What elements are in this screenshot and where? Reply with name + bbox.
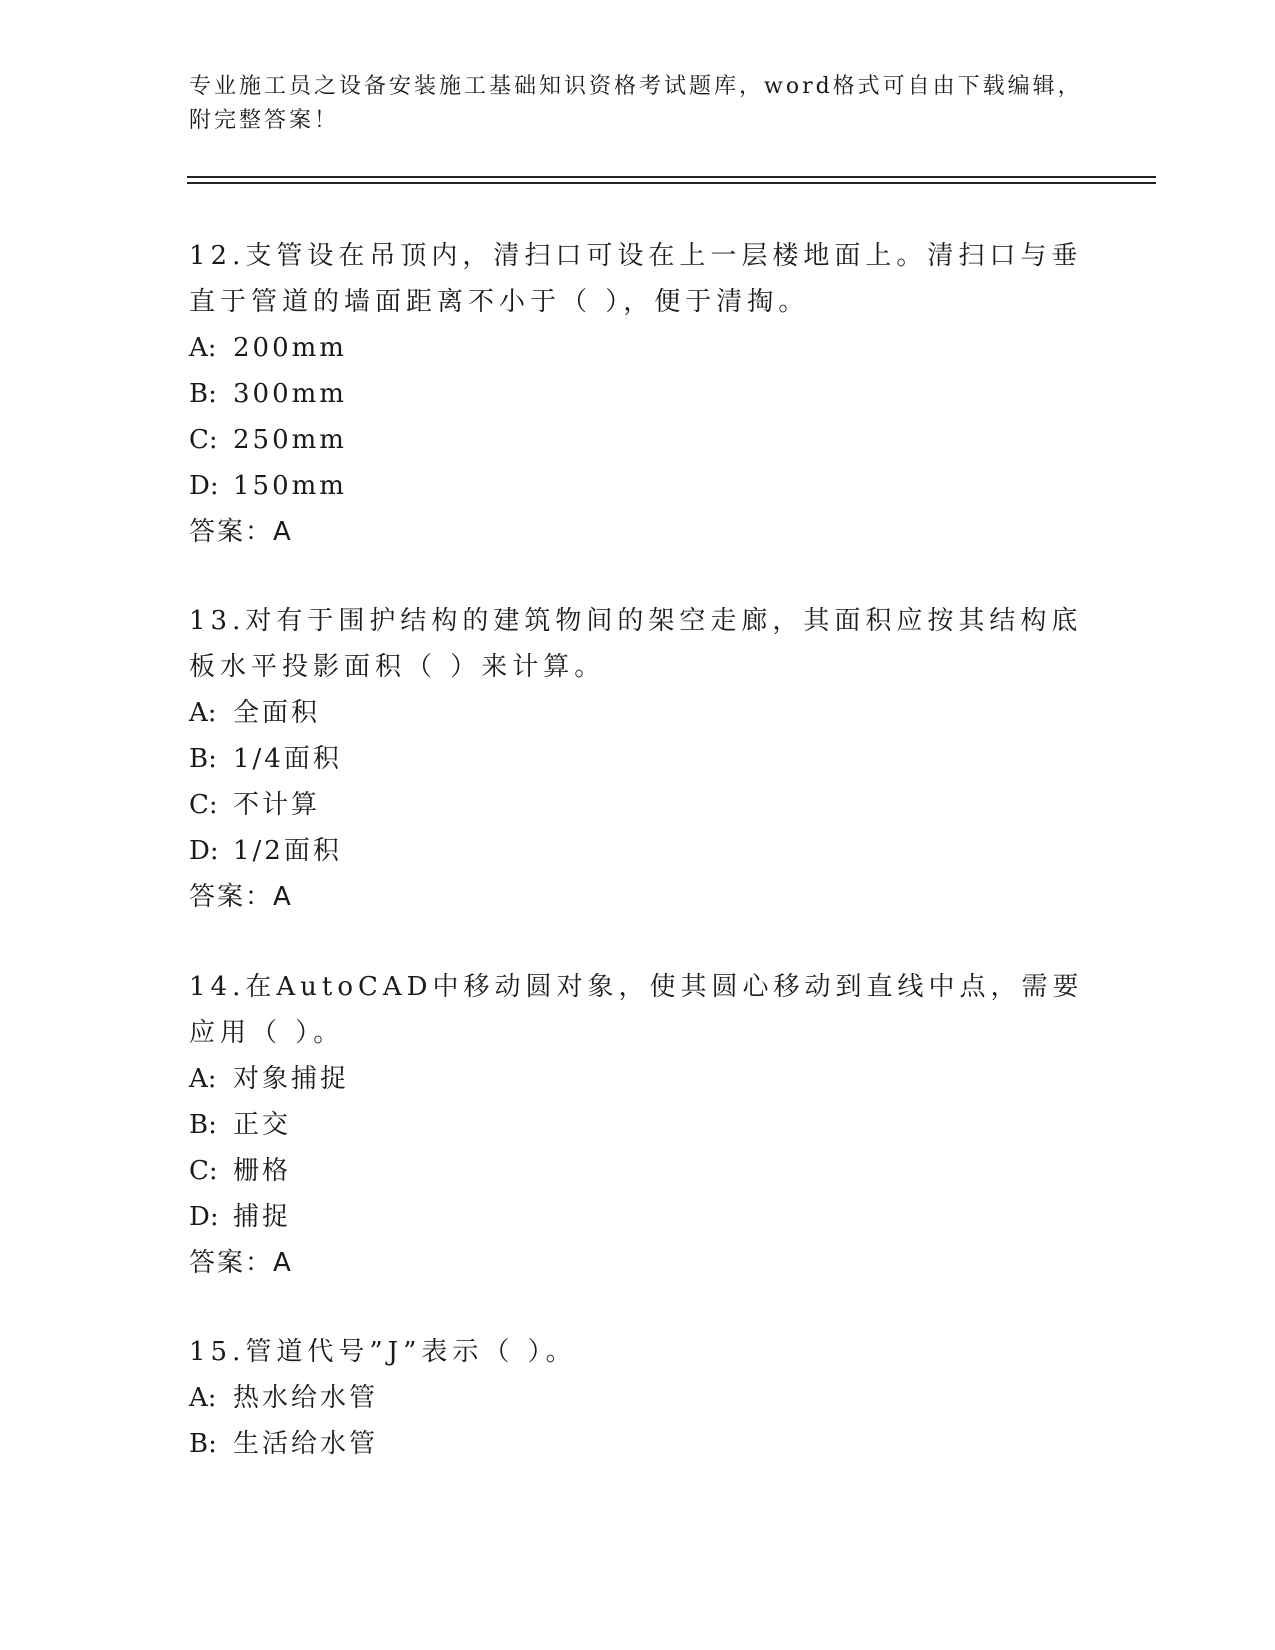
- answer: 答案：A: [189, 517, 293, 547]
- option-label: C:: [189, 425, 218, 455]
- option-b: [189, 371, 1089, 417]
- option-c: [189, 782, 1089, 828]
- option-text: 1/2面积: [233, 836, 342, 866]
- option-text: 对象捕捉: [233, 1064, 350, 1094]
- option-text: 1/4面积: [233, 744, 342, 774]
- question-stem: 14.在AutoCAD中移动圆对象，使其圆心移动到直线中点，需要应用（ ）。: [189, 972, 1084, 1048]
- option-d: [189, 828, 1089, 874]
- option-text: 250mm: [233, 425, 347, 455]
- option-text: 300mm: [233, 379, 347, 409]
- option-b: [189, 736, 1089, 782]
- option-text: 捕捉: [233, 1202, 292, 1232]
- header-line-2: 附完整答案！: [189, 108, 340, 133]
- option-label: C:: [189, 1156, 218, 1186]
- option-label: D:: [189, 1202, 219, 1232]
- question-stem: 15.管道代号”J”表示（ ）。: [189, 1337, 577, 1367]
- option-label: A:: [189, 1064, 217, 1094]
- option-text: 不计算: [233, 790, 321, 820]
- option-b: [189, 1421, 1089, 1467]
- option-label: A:: [189, 1383, 217, 1413]
- header-divider-top: [187, 176, 1156, 178]
- option-c: [189, 1148, 1089, 1194]
- option-label: B:: [189, 1429, 217, 1459]
- option-label: B:: [189, 379, 217, 409]
- header-divider-bottom: [187, 182, 1156, 184]
- question-stem: 13.对有于围护结构的建筑物间的架空走廊，其面积应按其结构底板水平投影面积（ ）来计算。: [189, 606, 1083, 682]
- option-a: [189, 325, 1089, 371]
- document-header: [189, 70, 1089, 138]
- option-b: [189, 1102, 1089, 1148]
- option-a: [189, 690, 1089, 736]
- option-text: 200mm: [233, 333, 347, 363]
- option-text: 全面积: [233, 698, 321, 728]
- option-label: A:: [189, 698, 217, 728]
- question-stem: 12.支管设在吊顶内，清扫口可设在上一层楼地面上。清扫口与垂直于管道的墙面距离不小于（ ），便于清掏。: [189, 241, 1083, 317]
- option-label: A:: [189, 333, 217, 363]
- question-13: [189, 598, 1089, 920]
- option-text: 正交: [233, 1110, 292, 1140]
- option-label: B:: [189, 1110, 217, 1140]
- option-text: 生活给水管: [233, 1429, 379, 1459]
- header-line-1: 专业施工员之设备安装施工基础知识资格考试题库，word格式可自由下载编辑，: [189, 74, 1083, 99]
- option-a: [189, 1375, 1089, 1421]
- question-15: [189, 1329, 1089, 1467]
- option-label: B:: [189, 744, 217, 774]
- option-label: D:: [189, 836, 219, 866]
- option-d: [189, 1194, 1089, 1240]
- answer: 答案：A: [189, 882, 293, 912]
- answer: 答案：A: [189, 1248, 293, 1278]
- question-14: [189, 964, 1089, 1286]
- option-a: [189, 1056, 1089, 1102]
- option-text: 热水给水管: [233, 1383, 379, 1413]
- option-text: 150mm: [233, 471, 347, 501]
- option-d: [189, 463, 1089, 509]
- option-label: C:: [189, 790, 218, 820]
- question-12: [189, 233, 1089, 555]
- option-c: [189, 417, 1089, 463]
- option-label: D:: [189, 471, 219, 501]
- option-text: 栅格: [233, 1156, 292, 1186]
